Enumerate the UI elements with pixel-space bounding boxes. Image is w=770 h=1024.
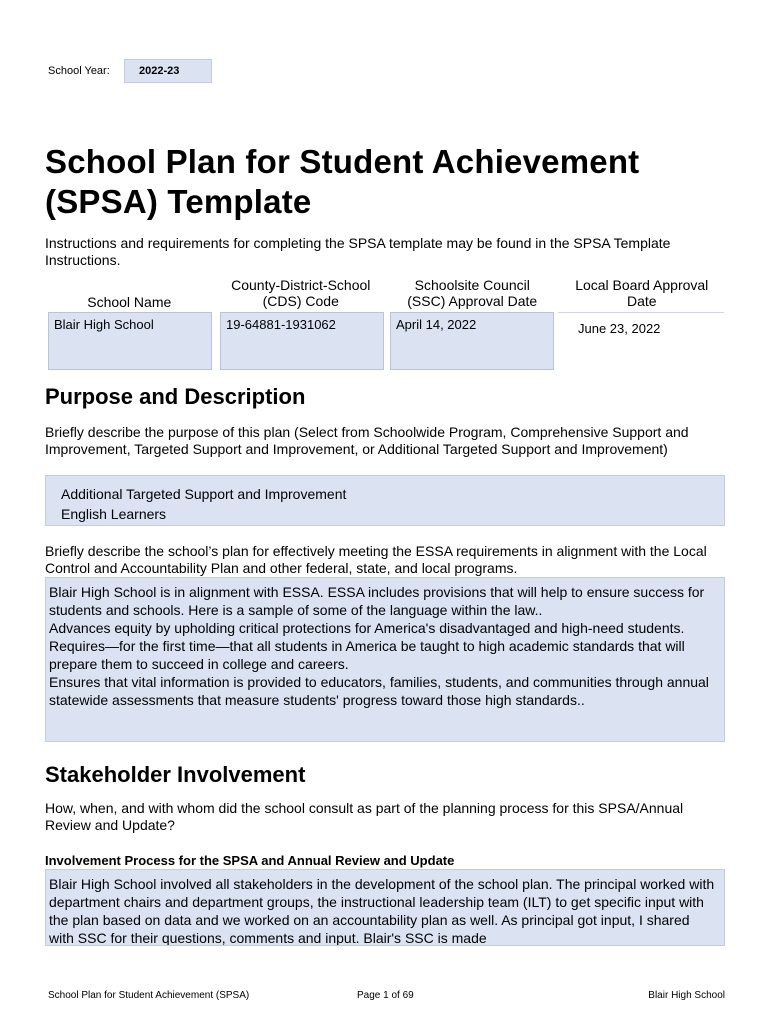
header-cds-line2: (CDS) Code	[262, 293, 339, 309]
cds-code-field[interactable]: 19-64881-1931062	[220, 312, 384, 370]
stakeholder-heading: Stakeholder Involvement	[45, 762, 306, 787]
header-cds-line1: County-District-School	[231, 277, 371, 293]
header-lba-line1: Local Board Approval	[575, 277, 709, 293]
school-name-field[interactable]: Blair High School	[48, 312, 212, 370]
header-cds-code	[217, 276, 385, 310]
footer-right: Blair High School	[648, 990, 725, 1001]
essa-answer-box[interactable]	[45, 577, 725, 742]
ssc-date-field[interactable]: April 14, 2022	[390, 312, 554, 370]
header-lba-line2: Date	[626, 293, 657, 309]
school-year-value[interactable]: 2022-23	[124, 59, 212, 83]
essa-paragraph-4: Ensures that vital information is provided to educators, families, students, and communities through annual statewide assessments that measure students' progress toward those high standards..	[49, 674, 709, 708]
header-ssc-line2: (SSC) Approval Date	[407, 293, 538, 309]
school-info-table	[48, 276, 724, 370]
purpose-prompt: Briefly describe the purpose of this plan (Select from Schoolwide Program, Comprehensive Support and Improvement, Targeted Support and Improvement, or Additional Targeted Support and Improvement)	[45, 424, 689, 457]
header-ssc-date	[391, 276, 554, 310]
essa-paragraph-3: Requires—for the first time—that all students in America be taught to high academic standards that will prepare them to succeed in college and careers.	[49, 638, 685, 672]
involvement-answer-box[interactable]: Blair High School involved all stakeholders in the development of the school plan. The principal worked with department chairs and department groups, the instructional leadership team (ILT) to get specific input with the plan based on data and we worked on an accountability plan as well. As principal got input, I shared with SSC for their questions, comments and input. Blair's SSC is made	[45, 869, 725, 946]
school-year-label: School Year:	[48, 65, 110, 77]
school-year-field	[48, 59, 212, 83]
essa-paragraph-1: Blair High School is in alignment with ESSA. ESSA includes provisions that will help to ensure success for students and schools. Here is a sample of some of the language within the law..	[49, 584, 705, 618]
school-info-header-row	[48, 276, 724, 310]
purpose-answer-line2: English Learners	[61, 506, 167, 522]
purpose-answer-box[interactable]	[45, 475, 725, 526]
involvement-subheading: Involvement Process for the SPSA and Annual Review and Update	[45, 853, 455, 868]
purpose-heading: Purpose and Description	[45, 384, 306, 409]
essa-prompt: Briefly describe the school’s plan for effectively meeting the ESSA requirements in alignment with the Local Control and Accountability Plan and other federal, state, and local programs.	[45, 543, 707, 576]
instructions-text: Instructions and requirements for completing the SPSA template may be found in the SPSA Template Instructions.	[45, 235, 671, 268]
page-title: School Plan for Student Achievement (SPSA) Template	[45, 143, 640, 220]
header-board-date	[560, 276, 725, 310]
footer-page-number: Page 1 of 69	[357, 990, 414, 1001]
header-ssc-line1: Schoolsite Council	[414, 277, 530, 293]
header-school-name: School Name	[87, 294, 172, 310]
essa-paragraph-2: Advances equity by upholding critical protections for America's disadvantaged and high-need students.	[49, 620, 685, 636]
school-info-value-row	[48, 312, 724, 370]
footer-left: School Plan for Student Achievement (SPSA)	[48, 990, 250, 1001]
board-date-field[interactable]: June 23, 2022	[558, 312, 724, 370]
stakeholder-prompt: How, when, and with whom did the school consult as part of the planning process for this SPSA/Annual Review and Update?	[45, 800, 684, 833]
purpose-answer-line1: Additional Targeted Support and Improvement	[61, 486, 347, 502]
